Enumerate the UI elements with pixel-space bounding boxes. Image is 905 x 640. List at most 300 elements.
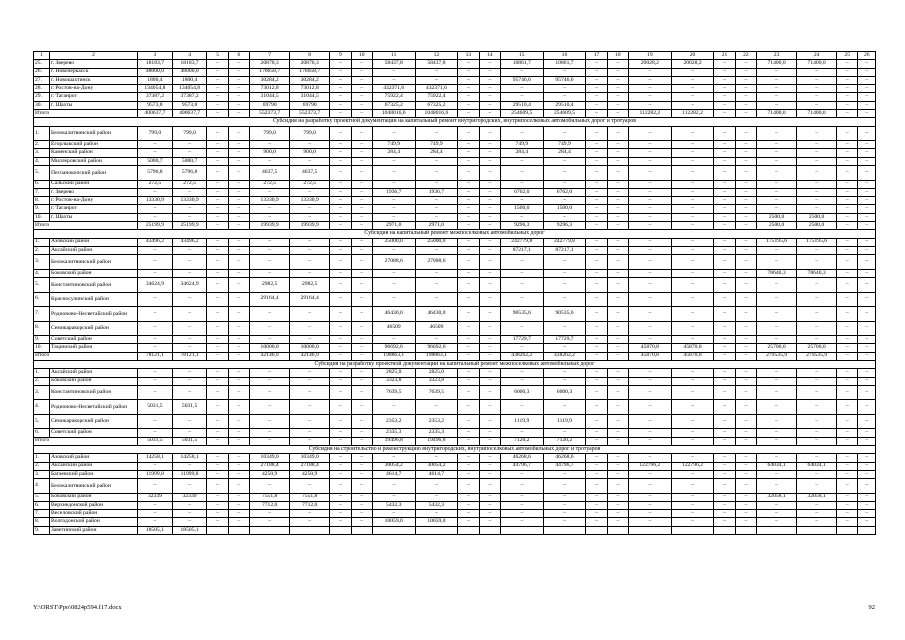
row-number: 10.: [34, 213, 50, 221]
table-cell: –: [372, 205, 415, 213]
table-cell: –: [330, 101, 351, 109]
table-cell: –: [586, 68, 607, 76]
table-cell: –: [607, 518, 628, 526]
table-cell: –: [172, 414, 207, 429]
table-cell: 749,9: [500, 141, 543, 149]
table-cell: 96692,6: [415, 344, 458, 352]
table-cell: –: [351, 188, 372, 196]
table-cell: 20870,3: [250, 60, 290, 68]
table-cell: –: [757, 437, 797, 445]
table-cell: –: [671, 470, 714, 478]
table-cell: –: [735, 76, 756, 84]
table-cell: –: [671, 238, 714, 246]
table-cell: –: [500, 68, 543, 76]
table-cell: –: [735, 479, 756, 494]
table-cell: –: [228, 246, 249, 254]
table-cell: –: [858, 307, 876, 322]
table-cell: –: [629, 307, 672, 322]
table-cell: –: [207, 205, 228, 213]
table-cell: –: [458, 68, 479, 76]
table-cell: –: [330, 205, 351, 213]
column-number: 25: [837, 52, 858, 60]
table-cell: –: [415, 454, 458, 462]
table-cell: –: [586, 352, 607, 360]
table-cell: 254609,5: [543, 110, 586, 118]
table-cell: –: [228, 321, 249, 336]
table-cell: –: [858, 369, 876, 377]
table-cell: –: [138, 462, 173, 470]
column-number: 16: [543, 52, 586, 60]
table-cell: –: [207, 400, 228, 415]
table-row: [34, 454, 876, 462]
table-cell: 284,4: [543, 149, 586, 157]
table-cell: 48000,0: [172, 68, 207, 76]
table-cell: –: [757, 255, 797, 270]
table-cell: –: [797, 292, 837, 307]
table-cell: –: [500, 180, 543, 188]
table-cell: –: [330, 518, 351, 526]
table-cell: 5031,5: [172, 400, 207, 415]
table-cell: 13330,9: [138, 197, 173, 205]
district-name: г. Новошахтинск: [50, 76, 138, 84]
table-cell: –: [629, 126, 672, 141]
table-cell: –: [797, 429, 837, 437]
table-cell: 69790: [290, 101, 330, 109]
table-cell: 32058,1: [757, 493, 797, 501]
table-cell: 29164,4: [290, 292, 330, 307]
table-cell: –: [172, 205, 207, 213]
table-cell: –: [228, 149, 249, 157]
table-cell: –: [479, 336, 500, 344]
table-cell: –: [330, 126, 351, 141]
table-cell: –: [479, 213, 500, 221]
table-cell: –: [479, 462, 500, 470]
table-cell: –: [415, 180, 458, 188]
table-cell: –: [837, 470, 858, 478]
table-cell: –: [607, 68, 628, 76]
table-cell: –: [797, 205, 837, 213]
table-cell: –: [629, 166, 672, 181]
table-cell: –: [735, 101, 756, 109]
table-cell: 5000,7: [138, 157, 173, 165]
table-cell: –: [330, 278, 351, 293]
table-cell: 32058,1: [797, 493, 837, 501]
table-cell: –: [290, 518, 330, 526]
table-cell: –: [797, 166, 837, 181]
table-cell: –: [735, 141, 756, 149]
table-cell: –: [858, 400, 876, 415]
district-name: Азовский район: [50, 238, 138, 246]
table-cell: –: [714, 157, 735, 165]
table-cell: –: [858, 68, 876, 76]
table-cell: 1048016,6: [415, 110, 458, 118]
table-cell: –: [735, 246, 756, 254]
district-name: г. Ростов-на-Дону: [50, 85, 138, 93]
table-cell: –: [757, 479, 797, 494]
table-cell: –: [500, 501, 543, 509]
table-cell: –: [671, 68, 714, 76]
table-cell: –: [629, 93, 672, 101]
table-cell: 122796,2: [671, 462, 714, 470]
table-cell: –: [330, 369, 351, 377]
table-cell: –: [207, 222, 228, 230]
table-cell: –: [458, 501, 479, 509]
table-cell: 90535,6: [543, 307, 586, 322]
table-cell: –: [714, 255, 735, 270]
table-cell: –: [228, 93, 249, 101]
table-row: [34, 462, 876, 470]
table-cell: –: [837, 157, 858, 165]
table-cell: –: [207, 307, 228, 322]
table-cell: –: [671, 149, 714, 157]
district-name: Азовский район: [50, 454, 138, 462]
table-cell: –: [138, 510, 173, 518]
table-cell: –: [629, 429, 672, 437]
table-cell: 2353,2: [415, 414, 458, 429]
table-cell: –: [714, 369, 735, 377]
table-row: [34, 429, 876, 437]
table-row: [34, 307, 876, 322]
table-cell: –: [858, 149, 876, 157]
table-cell: 96692,6: [372, 344, 415, 352]
table-cell: –: [586, 344, 607, 352]
table-cell: –: [671, 213, 714, 221]
table-cell: –: [228, 377, 249, 385]
table-cell: –: [479, 321, 500, 336]
table-cell: –: [290, 336, 330, 344]
table-cell: 2825,0: [372, 369, 415, 377]
table-row: [34, 526, 876, 534]
table-cell: –: [629, 68, 672, 76]
table-cell: –: [500, 126, 543, 141]
table-cell: –: [607, 60, 628, 68]
table-cell: –: [671, 101, 714, 109]
table-cell: 75922,4: [372, 93, 415, 101]
table-cell: –: [415, 68, 458, 76]
table-cell: –: [458, 470, 479, 478]
table-cell: –: [586, 76, 607, 84]
table-cell: –: [629, 213, 672, 221]
table-cell: –: [500, 470, 543, 478]
table-cell: 5031,5: [172, 437, 207, 445]
table-cell: 10349,0: [290, 454, 330, 462]
table-cell: –: [415, 213, 458, 221]
table-cell: –: [415, 205, 458, 213]
table-cell: –: [479, 377, 500, 385]
table-cell: –: [228, 400, 249, 415]
table-cell: –: [714, 454, 735, 462]
table-cell: –: [629, 493, 672, 501]
table-cell: [586, 526, 607, 534]
table-cell: –: [858, 462, 876, 470]
district-name: Белокалитвинский район: [50, 479, 138, 494]
table-cell: –: [290, 255, 330, 270]
table-row: [34, 321, 876, 336]
table-cell: 134054,8: [138, 85, 173, 93]
column-number: 11: [372, 52, 415, 60]
table-cell: –: [629, 377, 672, 385]
table-cell: –: [351, 101, 372, 109]
table-cell: 242779,8: [543, 238, 586, 246]
table-row: [34, 377, 876, 385]
table-cell: 2971,0: [415, 222, 458, 230]
table-cell: –: [858, 518, 876, 526]
table-cell: –: [757, 454, 797, 462]
table-cell: –: [714, 377, 735, 385]
table-row: [34, 292, 876, 307]
table-cell: –: [372, 292, 415, 307]
table-cell: [228, 526, 249, 534]
table-cell: –: [228, 307, 249, 322]
table-cell: –: [228, 510, 249, 518]
table-cell: –: [837, 462, 858, 470]
row-number: 6.: [34, 501, 50, 509]
column-number: 24: [797, 52, 837, 60]
table-cell: –: [797, 197, 837, 205]
table-cell: 4637,5: [250, 166, 290, 181]
table-cell: –: [858, 222, 876, 230]
table-cell: –: [607, 400, 628, 415]
table-cell: [797, 526, 837, 534]
table-cell: –: [586, 292, 607, 307]
table-cell: –: [250, 518, 290, 526]
table-row: [34, 269, 876, 277]
table-cell: –: [629, 85, 672, 93]
table-cell: –: [228, 344, 249, 352]
row-number: 7.: [34, 188, 50, 196]
table-cell: –: [372, 166, 415, 181]
table-cell: 4250,9: [290, 470, 330, 478]
column-number: 18: [607, 52, 628, 60]
table-cell: 1500,0: [500, 205, 543, 213]
table-cell: –: [629, 518, 672, 526]
table-cell: –: [586, 479, 607, 494]
table-cell: –: [797, 400, 837, 415]
column-number: 14: [479, 52, 500, 60]
table-cell: –: [714, 307, 735, 322]
table-cell: –: [858, 479, 876, 494]
table-cell: –: [797, 369, 837, 377]
table-cell: –: [228, 369, 249, 377]
table-cell: –: [858, 60, 876, 68]
table-cell: 5031,5: [138, 400, 173, 415]
table-cell: –: [207, 454, 228, 462]
table-cell: –: [207, 518, 228, 526]
table-cell: –: [629, 197, 672, 205]
table-cell: –: [228, 85, 249, 93]
table-cell: –: [671, 518, 714, 526]
table-cell: –: [172, 377, 207, 385]
table-cell: –: [207, 68, 228, 76]
table-cell: –: [714, 222, 735, 230]
table-cell: 7551,8: [290, 493, 330, 501]
table-cell: –: [207, 269, 228, 277]
table-cell: –: [607, 76, 628, 84]
total-label: Итого: [34, 352, 138, 360]
table-cell: –: [714, 101, 735, 109]
table-cell: –: [228, 385, 249, 400]
table-cell: –: [351, 166, 372, 181]
table-cell: 749,9: [543, 141, 586, 149]
table-cell: 18505,1: [172, 526, 207, 534]
table-cell: –: [858, 126, 876, 141]
table-cell: –: [607, 344, 628, 352]
table-cell: –: [858, 377, 876, 385]
table-cell: –: [735, 501, 756, 509]
table-cell: –: [671, 93, 714, 101]
table-cell: –: [797, 93, 837, 101]
table-cell: –: [330, 157, 351, 165]
table-cell: –: [607, 110, 628, 118]
row-number: 3.: [34, 385, 50, 400]
row-number: 4.: [34, 269, 50, 277]
table-cell: –: [607, 429, 628, 437]
table-row: [34, 180, 876, 188]
table-cell: –: [172, 149, 207, 157]
table-cell: –: [797, 501, 837, 509]
table-cell: –: [714, 85, 735, 93]
table-cell: –: [250, 213, 290, 221]
table-cell: –: [607, 238, 628, 246]
table-cell: –: [228, 157, 249, 165]
table-row: [34, 479, 876, 494]
table-cell: –: [330, 292, 351, 307]
table-cell: –: [586, 493, 607, 501]
table-cell: –: [837, 493, 858, 501]
table-cell: –: [372, 76, 415, 84]
table-cell: –: [207, 197, 228, 205]
table-cell: –: [629, 141, 672, 149]
table-cell: –: [607, 385, 628, 400]
table-cell: –: [757, 429, 797, 437]
table-cell: 11999,8: [138, 470, 173, 478]
table-cell: –: [172, 255, 207, 270]
table-cell: –: [351, 344, 372, 352]
table-cell: 552373,7: [250, 110, 290, 118]
table-cell: –: [837, 501, 858, 509]
table-cell: –: [172, 321, 207, 336]
table-cell: –: [586, 385, 607, 400]
table-cell: –: [586, 213, 607, 221]
table-cell: –: [714, 510, 735, 518]
table-cell: –: [458, 352, 479, 360]
table-cell: –: [351, 336, 372, 344]
table-cell: –: [207, 501, 228, 509]
table-cell: 4637,5: [290, 166, 330, 181]
table-cell: –: [837, 246, 858, 254]
table-cell: –: [250, 437, 290, 445]
table-cell: 25700,0: [757, 344, 797, 352]
table-cell: –: [714, 429, 735, 437]
table-row: [34, 510, 876, 518]
table-row: [34, 385, 876, 400]
table-cell: –: [479, 352, 500, 360]
table-cell: –: [735, 518, 756, 526]
table-cell: –: [858, 101, 876, 109]
table-cell: –: [735, 400, 756, 415]
table-cell: 176658,7: [250, 68, 290, 76]
table-cell: –: [629, 400, 672, 415]
table-cell: –: [351, 85, 372, 93]
district-name: Заветинский район: [50, 526, 138, 534]
table-cell: –: [714, 238, 735, 246]
table-cell: 43496,2: [172, 238, 207, 246]
table-cell: –: [458, 60, 479, 68]
table-cell: –: [351, 470, 372, 478]
table-cell: –: [479, 414, 500, 429]
table-row: [34, 76, 876, 84]
table-cell: –: [858, 76, 876, 84]
row-number: 6.: [34, 429, 50, 437]
table-cell: –: [607, 493, 628, 501]
table-cell: –: [607, 454, 628, 462]
table-cell: –: [138, 479, 173, 494]
column-number: 8: [290, 52, 330, 60]
table-cell: –: [458, 101, 479, 109]
row-number: 6.: [34, 292, 50, 307]
table-cell: 7712,0: [250, 501, 290, 509]
table-cell: 14258,1: [138, 454, 173, 462]
table-cell: 34624,9: [172, 278, 207, 293]
table-cell: 7551,8: [250, 493, 290, 501]
table-cell: –: [671, 76, 714, 84]
table-cell: [629, 526, 672, 534]
table-cell: –: [797, 246, 837, 254]
table-cell: 438262,2: [500, 352, 543, 360]
table-cell: –: [757, 518, 797, 526]
row-number: 6.: [34, 180, 50, 188]
table-cell: –: [290, 377, 330, 385]
table-cell: –: [837, 269, 858, 277]
table-cell: –: [458, 205, 479, 213]
column-number: 4: [172, 52, 207, 60]
table-cell: –: [458, 238, 479, 246]
table-cell: –: [607, 85, 628, 93]
table-row: [34, 166, 876, 181]
table-cell: 2825,0: [415, 369, 458, 377]
table-cell: –: [207, 278, 228, 293]
district-name: Веселовский район: [50, 510, 138, 518]
table-cell: –: [138, 321, 173, 336]
table-row: [34, 68, 876, 76]
table-row: [34, 149, 876, 157]
table-cell: –: [837, 510, 858, 518]
table-cell: –: [479, 385, 500, 400]
table-cell: –: [290, 205, 330, 213]
total-row: [34, 352, 876, 360]
table-cell: –: [797, 510, 837, 518]
table-cell: 5000,7: [172, 157, 207, 165]
table-cell: –: [797, 85, 837, 93]
table-cell: –: [543, 344, 586, 352]
district-name: г. Зверево: [50, 188, 138, 196]
table-cell: –: [330, 307, 351, 322]
budget-table-page: [33, 51, 876, 535]
table-cell: –: [290, 238, 330, 246]
table-cell: –: [714, 518, 735, 526]
table-cell: –: [858, 437, 876, 445]
table-cell: –: [837, 377, 858, 385]
table-cell: 10861,7: [500, 60, 543, 68]
table-cell: 432371,6: [415, 85, 458, 93]
table-cell: 27088,6: [372, 255, 415, 270]
table-cell: –: [500, 479, 543, 494]
table-cell: 78121,1: [172, 352, 207, 360]
table-cell: –: [138, 292, 173, 307]
table-cell: –: [858, 188, 876, 196]
table-cell: –: [543, 180, 586, 188]
table-cell: –: [330, 501, 351, 509]
